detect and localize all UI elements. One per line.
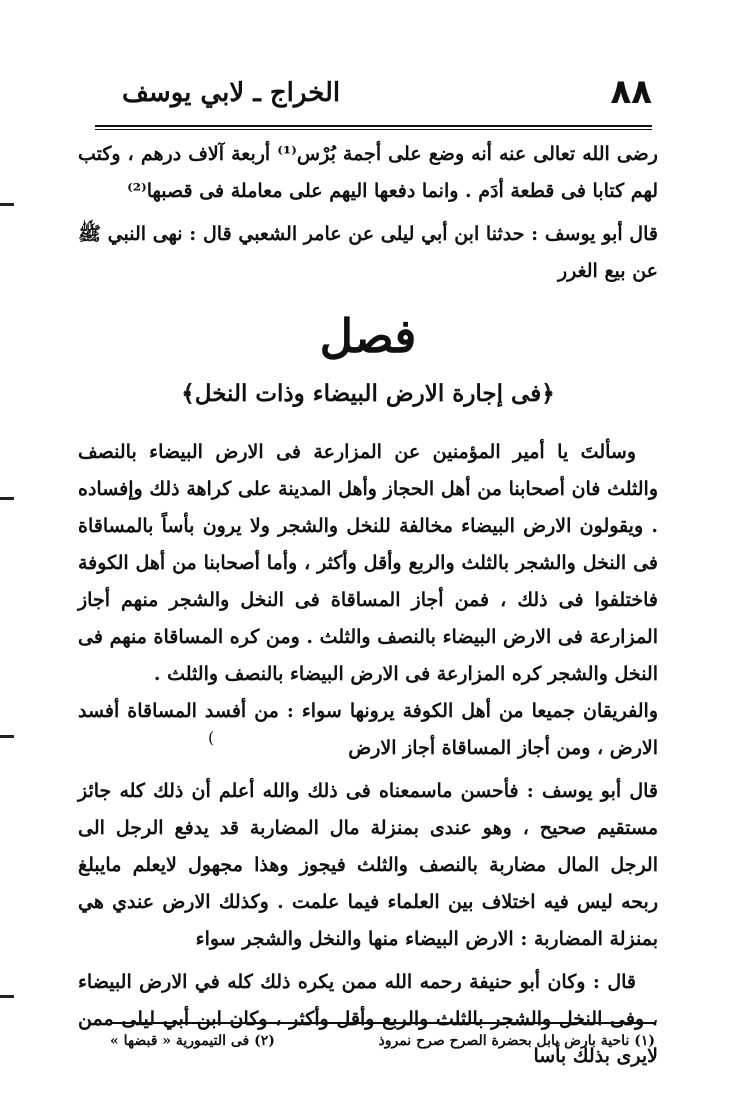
main-text <box>78 136 658 1075</box>
margin-mark <box>0 203 14 206</box>
section-paragraph-1: وسألتَ يا أمير المؤمنين عن المزارعة فى الارض البيضاء بالنصف والثلث فان أصحابنا من أهل الحجاز وأهل المدينة على كراهة ذلك وإفساده . ويقولون الارض البيضاء مخالفة للنخل والشجر ولا يرون بأساً بالمساقاة فى النخل والشجر بالثلث والربع وأقل وأكثر ، وأما أصحابنا من أهل الكوفة فاختلفوا فى ذلك ، فمن أجاز المساقاة فى النخل والشجر منهم أجاز المزارعة فى الارض البيضاء بالنصف والثلث . ومن كره المساقاة منهم فى النخل والشجر كره المزارعة فى الارض البيضاء بالنصف والثلث . <box>78 441 659 685</box>
footnotes <box>110 1030 655 1052</box>
paragraph-1: رضى الله تعالى عنه أنه وضع على أجمة بُرْس⁽¹⁾ أربعة آلاف درهم ، وكتب لهم كتابا فى قطعة أدَم . وانما دفعها اليهم على معاملة فى قصبها⁽²⁾ <box>78 143 658 202</box>
footnote-1: (١) ناحية بارض بابل بحضرة الصرح صرح نمروذ <box>378 1033 655 1049</box>
page-header <box>92 72 652 120</box>
margin-mark <box>0 497 14 500</box>
section-paragraph-3: قال أبو يوسف : فأحسن ماسمعناه فى ذلك والله أعلم أن ذلك كله جائز مستقيم صحيح ، وهو عندى بمنزلة مال المضاربة قد يدفع الرجل الى الرجل المال مضاربة بالنصف والثلث فيجوز وهذا مجهول لايعلم مايبلغ ربحه ليس فيه اختلاف بين العلماء فيما علمت . وكذلك الارض عندي هي بمنزلة المضاربة : الارض البيضاء منها والنخل والشجر سواء <box>78 780 658 950</box>
paragraph-2: قال أبو يوسف : حدثنا ابن أبي ليلى عن عامر الشعبي قال : نهى النبي ﷺ عن بيع الغرر <box>78 223 658 282</box>
margin-mark <box>0 995 14 998</box>
section-paragraph-4: قال : وكان أبو حنيفة رحمه الله ممن يكره ذلك كله في الارض البيضاء ، وفى النخل والشجر بالثلث والربع وأقل وأكثر ، وكان ابن أبي ليلى ممن لايرى بذلك بأسا <box>78 971 658 1067</box>
header-divider <box>95 125 652 130</box>
page-number: ٨٨ <box>610 72 652 112</box>
margin-mark <box>0 735 14 738</box>
section-heading: فصل <box>319 309 417 363</box>
footnote-2: (٢) فى التيمورية « قبضها » <box>110 1033 275 1049</box>
stray-mark: ) <box>208 728 215 747</box>
section-subheading: ﴿فى إجارة الارض البيضاء وذات النخل﴾ <box>181 380 555 407</box>
footnote-divider <box>110 1022 655 1024</box>
running-title: الخراج ـ لابي يوسف <box>122 78 341 108</box>
section-paragraph-2: والفريقان جميعا من أهل الكوفة يرونها سواء : من أفسد المساقاة أفسد الارض ، ومن أجاز المساقاة أجاز الارض <box>78 700 658 759</box>
